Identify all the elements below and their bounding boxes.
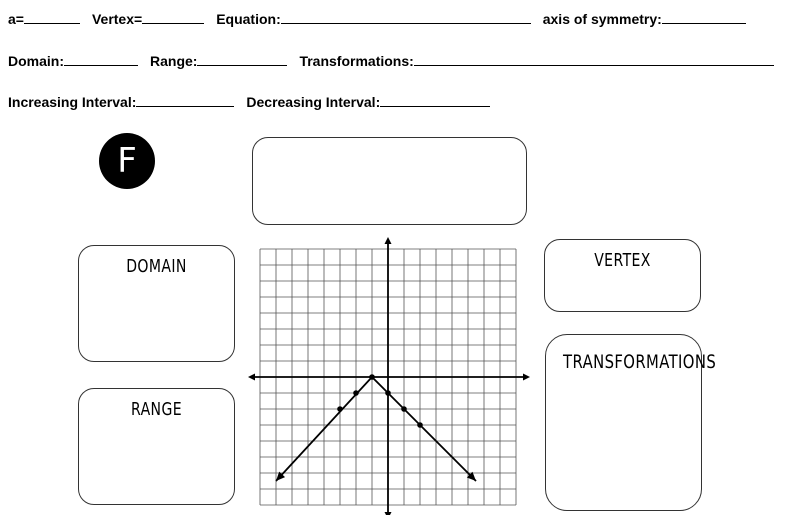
graph-point xyxy=(401,406,407,412)
decreasing-label: Decreasing Interval: xyxy=(246,94,381,110)
axis-label: axis of symmetry: xyxy=(542,11,662,27)
x-axis-arrow-left xyxy=(248,374,255,381)
vertex-box[interactable] xyxy=(544,239,701,312)
transformations-label: Transformations: xyxy=(299,53,414,69)
vertex-title: VERTEX xyxy=(594,250,651,271)
graph-point xyxy=(337,406,343,412)
equation-box[interactable] xyxy=(252,137,527,225)
header-row-2 xyxy=(8,53,786,69)
domain-title: DOMAIN xyxy=(126,256,187,277)
y-axis-arrow-up xyxy=(385,237,392,244)
vertex-blank[interactable] xyxy=(142,12,204,24)
transformations-box[interactable] xyxy=(545,334,717,511)
decreasing-blank[interactable] xyxy=(380,95,490,107)
increasing-blank[interactable] xyxy=(136,95,234,107)
transformations-title: TRANSFORMATIONS xyxy=(563,351,717,373)
graph-point xyxy=(385,390,391,396)
increasing-label: Increasing Interval: xyxy=(8,94,137,110)
graph-point xyxy=(369,374,375,380)
domain-box[interactable] xyxy=(78,245,235,362)
domain-label: Domain: xyxy=(8,53,64,69)
range-blank[interactable] xyxy=(197,54,287,66)
header-row-1 xyxy=(8,11,758,27)
graph-point xyxy=(353,390,359,396)
letter-badge: F xyxy=(99,133,155,189)
domain-blank[interactable] xyxy=(64,54,138,66)
range-box[interactable] xyxy=(78,388,235,505)
coordinate-graph xyxy=(244,236,534,515)
axis-blank[interactable] xyxy=(662,12,746,24)
header-row-3 xyxy=(8,94,502,110)
range-title: RANGE xyxy=(130,399,182,420)
equation-blank[interactable] xyxy=(281,12,531,24)
transformations-blank[interactable] xyxy=(414,54,774,66)
vertex-label: Vertex= xyxy=(91,11,143,27)
a-label: a= xyxy=(8,11,24,27)
graph-point xyxy=(417,422,423,428)
a-blank[interactable] xyxy=(24,12,80,24)
x-axis-arrow-right xyxy=(523,374,530,381)
equation-label: Equation: xyxy=(216,11,281,27)
range-label: Range: xyxy=(150,53,198,69)
